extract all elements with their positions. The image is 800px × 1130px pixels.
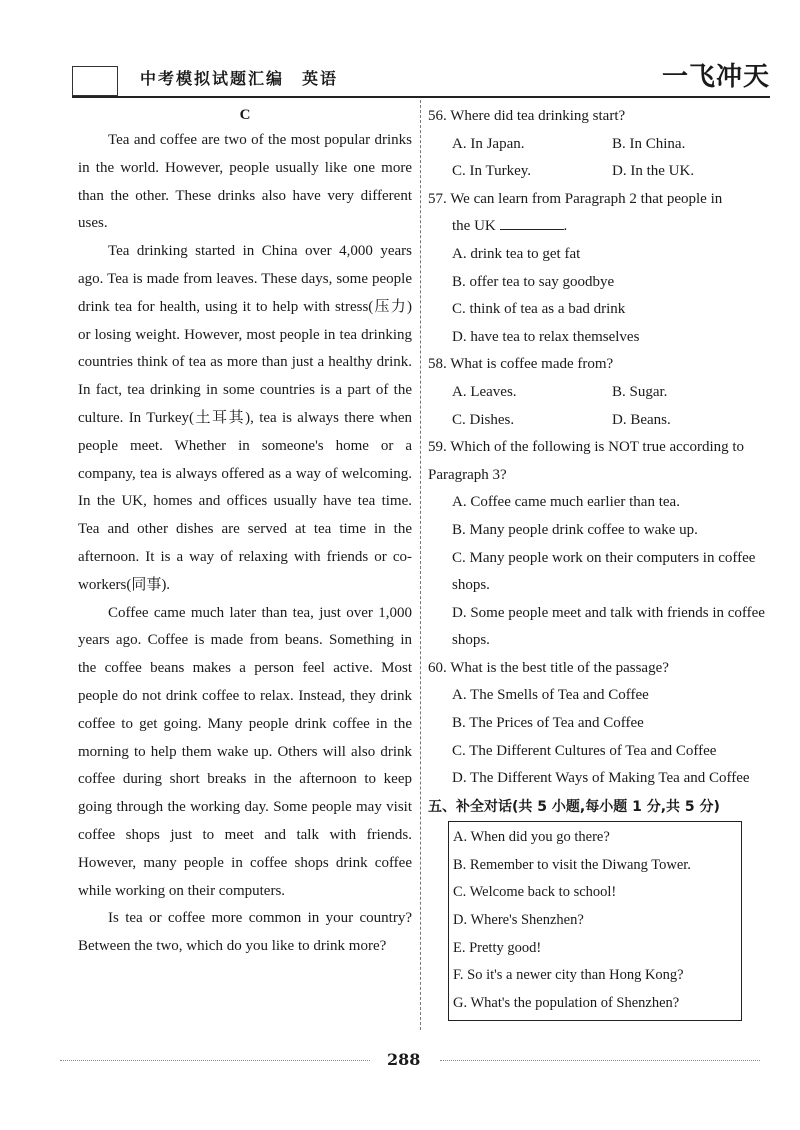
dialogue-option: E. Pretty good! <box>453 939 542 956</box>
option-d: D. Some people meet and talk with friends in coffee shops. <box>452 604 765 649</box>
dialogue-option: C. Welcome back to school! <box>453 884 617 901</box>
dialogue-option: B. Remember to visit the Diwang Tower. <box>453 856 691 873</box>
option-d: D. In the UK. <box>612 163 695 180</box>
option-c: C. Dishes. <box>452 411 515 428</box>
passage-title: C <box>239 107 251 123</box>
brand-logo: 一飞冲天 <box>661 62 770 92</box>
page-number: 288 <box>387 1050 421 1069</box>
dialogue-option: D. Where's Shenzhen? <box>453 911 584 928</box>
option-b: B. In China. <box>612 135 686 152</box>
option-c: C. Many people work on their computers in coffee shops. <box>452 549 756 594</box>
option-a: A. The Smells of Tea and Coffee <box>452 687 649 704</box>
question-stem: 57. We can learn from Paragraph 2 that people in <box>428 190 723 207</box>
column-divider <box>420 100 421 1030</box>
passage-paragraph-3: Coffee came much later than tea, just over 1,000 years ago. Coffee is made from beans. Something in the coffee beans makes a person feel active. Most people do not drink coffee to relax. Instead, they drink coffee to get going. Many people drink coffee in the morning to help them wake up. Others will also drink coffee during short breaks in the afternoon to keep going through the working day. Some people may visit coffee shops just to meet and talk with friends. However, many people in coffee shops drink coffee while working on their computers. <box>78 604 412 899</box>
dialogue-option: A. When did you go there? <box>453 828 610 845</box>
question-60 <box>428 655 773 793</box>
question-stem-continued: the UK . <box>428 213 773 241</box>
question-stem: 60. What is the best title of the passage? <box>428 659 669 676</box>
option-d: D. Beans. <box>612 411 671 428</box>
question-59 <box>428 434 773 655</box>
option-b: B. Sugar. <box>612 383 668 400</box>
question-58 <box>428 351 773 434</box>
page-header <box>72 58 770 98</box>
option-c: C. think of tea as a bad drink <box>452 301 626 318</box>
question-stem: 56. Where did tea drinking start? <box>428 108 626 124</box>
passage-paragraph-1: Tea and coffee are two of the most popular drinks in the world. However, people usually like one more than the other. These drinks also have very different uses. <box>78 132 412 232</box>
option-b: B. The Prices of Tea and Coffee <box>452 715 644 732</box>
answer-blank <box>500 215 564 230</box>
questions-column <box>428 103 773 1021</box>
option-b: B. Many people drink coffee to wake up. <box>452 521 698 538</box>
passage-paragraph-2: Tea drinking started in China over 4,000 years ago. Tea is made from leaves. These days, some people drink tea for health, using it to help with stress(压力) or losing weight. However, most people in tea drinking countries think of tea as more than just a healthy drink. In fact, tea drinking in some countries is a part of the culture. In Turkey(土耳其), tea is always there when people meet. Whether in someone's home or a company, tea is always offered as a way of welcoming. In the UK, homes and offices usually have tea time. Tea and other dishes are served at tea time in the afternoon. It is a way of relaxing with friends or co-workers(同事). <box>78 243 412 593</box>
option-c: C. In Turkey. <box>452 163 532 180</box>
footer-dots-left <box>60 1060 370 1061</box>
option-b: B. offer tea to say goodbye <box>452 273 615 290</box>
question-56 <box>428 103 773 186</box>
header-rule <box>72 96 770 98</box>
option-d: D. The Different Ways of Making Tea and Coffee <box>452 770 750 787</box>
passage-column <box>78 103 412 961</box>
option-a: A. Coffee came much earlier than tea. <box>452 494 680 511</box>
option-a: A. Leaves. <box>452 383 517 400</box>
book-title: 中考模拟试题汇编 英语 <box>140 69 339 88</box>
dialogue-option: F. So it's a newer city than Hong Kong? <box>453 967 684 984</box>
option-a: A. In Japan. <box>452 135 525 152</box>
option-c: C. The Different Cultures of Tea and Coffee <box>452 742 717 759</box>
passage-paragraph-4: Is tea or coffee more common in your country? Between the two, which do you like to drink more? <box>78 910 412 955</box>
footer-dots-right <box>440 1060 760 1061</box>
series-logo <box>72 66 118 96</box>
question-stem: 59. Which of the following is NOT true according to Paragraph 3? <box>428 439 745 483</box>
dialogue-option: G. What's the population of Shenzhen? <box>453 995 680 1012</box>
question-57 <box>428 186 773 352</box>
question-stem: 58. What is coffee made from? <box>428 356 614 373</box>
dialogue-options-box <box>448 821 742 1021</box>
option-d: D. have tea to relax themselves <box>452 328 640 345</box>
part-five-title: 五、补全对话(共 5 小题,每小题 1 分,共 5 分) <box>428 798 720 815</box>
option-a: A. drink tea to get fat <box>452 245 581 262</box>
